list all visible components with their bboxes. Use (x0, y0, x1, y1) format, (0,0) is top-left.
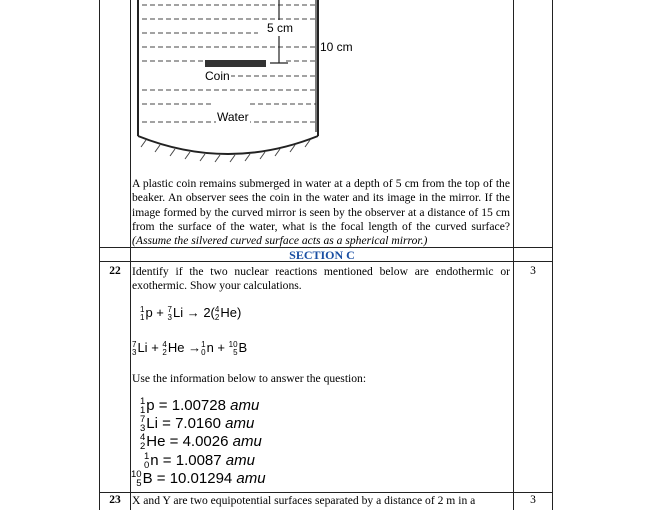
q22-info-text: Use the information below to answer the question: (132, 372, 367, 385)
label-10cm: 10 cm (320, 40, 353, 54)
mirror-hatching (141, 140, 310, 162)
mass-boron: 10 5 B = 10.01294 amu (131, 469, 266, 490)
reaction-2: 7 3 Li + 4 2 He → 1 0 n + 10 5 B (132, 339, 248, 357)
section-heading: SECTION C (289, 248, 355, 262)
q22-marks: 3 (530, 265, 536, 277)
mass-lithium: 7 3 Li = 7.0160 amu (140, 414, 255, 435)
q23-number: 23 (109, 494, 121, 506)
q21-text (132, 177, 510, 248)
q22-text: Identify if the two nuclear reactions mentioned below are endothermic or exothermic. Show your calculations. (132, 265, 510, 293)
q21-italic-note: (Assume the silvered curved surface acts as a spherical mirror.) (132, 234, 428, 248)
q22-number: 22 (109, 265, 121, 277)
q21-body: A plastic coin remains submerged in water at a depth of 5 cm from the top of the beaker. An observer sees the coin in the water and its image in the mirror. If the image formed by the curved mirror is seen by the observer at a distance of 15 cm from the surface of the water, what is the focal length of the curved surface? (132, 177, 510, 233)
mass-neutron: 1 0 n = 1.0087 amu (144, 451, 255, 472)
mass-proton: 1 1 p = 1.00728 amu (140, 396, 260, 417)
dimension-markers (270, 0, 316, 132)
beaker-diagram (0, 0, 650, 180)
mass-helium: 4 2 He = 4.0026 amu (140, 432, 262, 453)
coin-shape (205, 60, 266, 67)
label-water: Water (217, 110, 249, 124)
label-5cm: 5 cm (267, 21, 294, 35)
q23-marks: 3 (530, 494, 536, 506)
q23-text: X and Y are two equipotential surfaces separated by a distance of 2 m in a (132, 494, 476, 507)
label-coin: Coin (205, 69, 230, 83)
reaction-1: 1 1 p + 7 3 Li → 2( 4 2 He) (140, 304, 242, 322)
row-divider-q23 (99, 492, 553, 493)
